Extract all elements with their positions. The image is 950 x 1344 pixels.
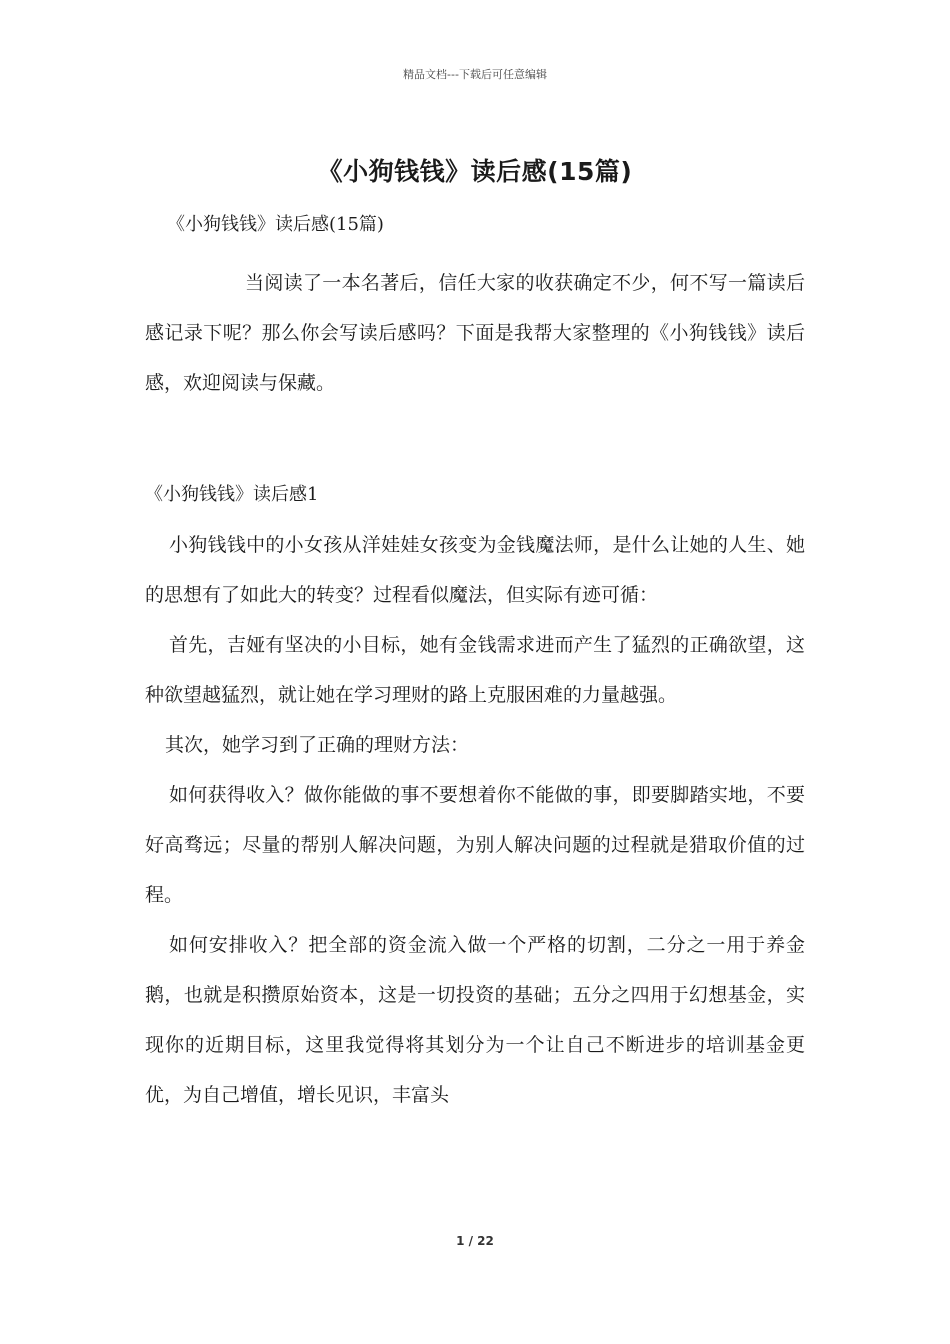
body-paragraph: 其次，她学习到了正确的理财方法： bbox=[165, 734, 470, 756]
body-paragraph: 如何安排收入？把全部的资金流入做一个严格的切割，二分之一用于养金鹅，也就是积攒原始资本，这是一切投资的基础；五分之四用于幻想基金，实现你的近期目标，这里我觉得将其划分为一个让自己不断进步的培训基金更优，为自己增值，增长见识，丰富头 bbox=[145, 934, 805, 1106]
document-body bbox=[145, 206, 805, 1120]
document-subtitle: 《小狗钱钱》读后感(15篇) bbox=[167, 214, 384, 235]
intro-paragraph: 当阅读了一本名著后，信任大家的收获确定不少，何不写一篇读后感记录下呢？那么你会写读后感吗？下面是我帮大家整理的《小狗钱钱》读后感，欢迎阅读与保藏。 bbox=[145, 272, 805, 394]
body-paragraph: 小狗钱钱中的小女孩从洋娃娃女孩变为金钱魔法师，是什么让她的人生、她的思想有了如此大的转变？过程看似魔法，但实际有迹可循： bbox=[145, 534, 805, 606]
document-title: 《小狗钱钱》读后感(15篇) bbox=[317, 157, 633, 186]
body-paragraph: 如何获得收入？做你能做的事不要想着你不能做的事，即要脚踏实地，不要好高骛远；尽量的帮别人解决问题，为别人解决问题的过程就是猎取价值的过程。 bbox=[145, 784, 805, 906]
body-paragraph: 首先，吉娅有坚决的小目标，她有金钱需求进而产生了猛烈的正确欲望，这种欲望越猛烈，就让她在学习理财的路上克服困难的力量越强。 bbox=[145, 634, 805, 706]
section-heading: 《小狗钱钱》读后感1 bbox=[145, 484, 319, 505]
page-number: 1 / 22 bbox=[456, 1234, 494, 1248]
page-header: 精品文档---下载后可任意编辑 bbox=[403, 68, 547, 81]
